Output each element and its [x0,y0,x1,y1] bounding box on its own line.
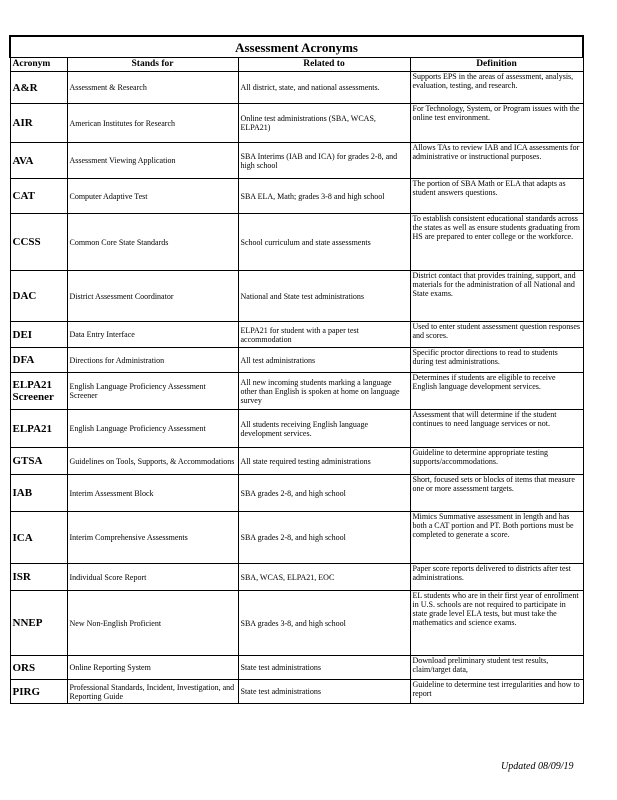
table-row [10,72,583,104]
acronyms-document [9,35,582,704]
stands-for-cell: English Language Proficiency Assessment Screener [67,373,238,410]
related-to-cell: SBA ELA, Math; grades 3-8 and high school [238,179,410,214]
table-title: Assessment Acronyms [10,36,583,58]
acronym-cell: CCSS [10,214,67,271]
definition-cell: Download preliminary student test results, claim/target data, [410,656,583,680]
header-row [10,58,583,72]
related-to-cell: State test administrations [238,656,410,680]
acronym-cell: PIRG [10,680,67,704]
acronym-cell: A&R [10,72,67,104]
table-row [10,143,583,179]
related-to-cell: All district, state, and national assessments. [238,72,410,104]
related-to-cell: All test administrations [238,348,410,373]
stands-for-cell: District Assessment Coordinator [67,271,238,322]
table-row [10,104,583,143]
definition-cell: Assessment that will determine if the student continues to need language services or not. [410,410,583,448]
related-to-cell: SBA grades 3-8, and high school [238,591,410,656]
table-row [10,512,583,564]
stands-for-cell: Professional Standards, Incident, Investigation, and Reporting Guide [67,680,238,704]
table-row [10,564,583,591]
acronym-cell: DAC [10,271,67,322]
stands-for-cell: Computer Adaptive Test [67,179,238,214]
stands-for-cell: Individual Score Report [67,564,238,591]
stands-for-cell: American Institutes for Research [67,104,238,143]
definition-cell: Determines if students are eligible to receive English language development services. [410,373,583,410]
table-row [10,179,583,214]
related-to-cell: Online test administrations (SBA, WCAS, ELPA21) [238,104,410,143]
acronym-cell: DFA [10,348,67,373]
definition-cell: The portion of SBA Math or ELA that adapts as student answers questions. [410,179,583,214]
definition-cell: Guideline to determine appropriate testing supports/accommodations. [410,448,583,475]
related-to-cell: School curriculum and state assessments [238,214,410,271]
table-row [10,448,583,475]
table-row [10,475,583,512]
stands-for-cell: Directions for Administration [67,348,238,373]
table-row [10,214,583,271]
definition-cell: Specific proctor directions to read to students during test administrations. [410,348,583,373]
acronym-cell: ELPA21 Screener [10,373,67,410]
header-definition: Definition [410,58,583,72]
related-to-cell: All state required testing administrations [238,448,410,475]
definition-cell: Used to enter student assessment question responses and scores. [410,322,583,348]
related-to-cell: State test administrations [238,680,410,704]
stands-for-cell: New Non-English Proficient [67,591,238,656]
definition-cell: For Technology, System, or Program issues with the online test environment. [410,104,583,143]
acronym-cell: DEI [10,322,67,348]
table-row [10,348,583,373]
related-to-cell: SBA Interims (IAB and ICA) for grades 2-8, and high school [238,143,410,179]
header-related-to: Related to [238,58,410,72]
stands-for-cell: Assessment & Research [67,72,238,104]
table-row [10,680,583,704]
acronym-cell: ORS [10,656,67,680]
acronym-cell: IAB [10,475,67,512]
related-to-cell: All new incoming students marking a language other than English is spoken at home on language survey [238,373,410,410]
stands-for-cell: Guidelines on Tools, Supports, & Accommodations [67,448,238,475]
related-to-cell: National and State test administrations [238,271,410,322]
related-to-cell: SBA grades 2-8, and high school [238,475,410,512]
table-row [10,271,583,322]
table-row [10,410,583,448]
related-to-cell: SBA, WCAS, ELPA21, EOC [238,564,410,591]
stands-for-cell: Data Entry Interface [67,322,238,348]
related-to-cell: ELPA21 for student with a paper test accommodation [238,322,410,348]
definition-cell: Short, focused sets or blocks of items that measure one or more assessment targets. [410,475,583,512]
definition-cell: Guideline to determine test irregularities and how to report [410,680,583,704]
definition-cell: Allows TAs to review IAB and ICA assessments for administrative or instructional purposes. [410,143,583,179]
definition-cell: Mimics Summative assessment in length and has both a CAT portion and PT. Both portions must be completed to generate a score. [410,512,583,564]
acronym-cell: ICA [10,512,67,564]
acronym-cell: NNEP [10,591,67,656]
definition-cell: Paper score reports delivered to districts after test administrations. [410,564,583,591]
table-body [10,72,583,704]
acronym-cell: GTSA [10,448,67,475]
stands-for-cell: Common Core State Standards [67,214,238,271]
table-row [10,591,583,656]
definition-cell: Supports EPS in the areas of assessment, analysis, evaluation, testing, and research. [410,72,583,104]
stands-for-cell: Interim Comprehensive Assessments [67,512,238,564]
acronym-cell: AVA [10,143,67,179]
acronym-cell: AIR [10,104,67,143]
definition-cell: District contact that provides training, support, and materials for the administration of all National and State exams. [410,271,583,322]
stands-for-cell: English Language Proficiency Assessment [67,410,238,448]
stands-for-cell: Assessment Viewing Application [67,143,238,179]
stands-for-cell: Online Reporting System [67,656,238,680]
table-row [10,322,583,348]
acronym-cell: CAT [10,179,67,214]
header-acronym: Acronym [10,58,67,72]
stands-for-cell: Interim Assessment Block [67,475,238,512]
definition-cell: EL students who are in their first year of enrollment in U.S. schools are not required to participate in state grade level ELA tests, but must take the mathematics and science exams. [410,591,583,656]
acronym-cell: ELPA21 [10,410,67,448]
definition-cell: To establish consistent educational standards across the states as well as ensure students graduating from HS are prepared to enter college or the workforce. [410,214,583,271]
related-to-cell: SBA grades 2-8, and high school [238,512,410,564]
acronym-cell: ISR [10,564,67,591]
acronyms-table [9,35,584,704]
related-to-cell: All students receiving English language development services. [238,410,410,448]
header-stands-for: Stands for [67,58,238,72]
table-row [10,373,583,410]
table-row [10,656,583,680]
updated-date: Updated 08/09/19 [501,761,574,772]
